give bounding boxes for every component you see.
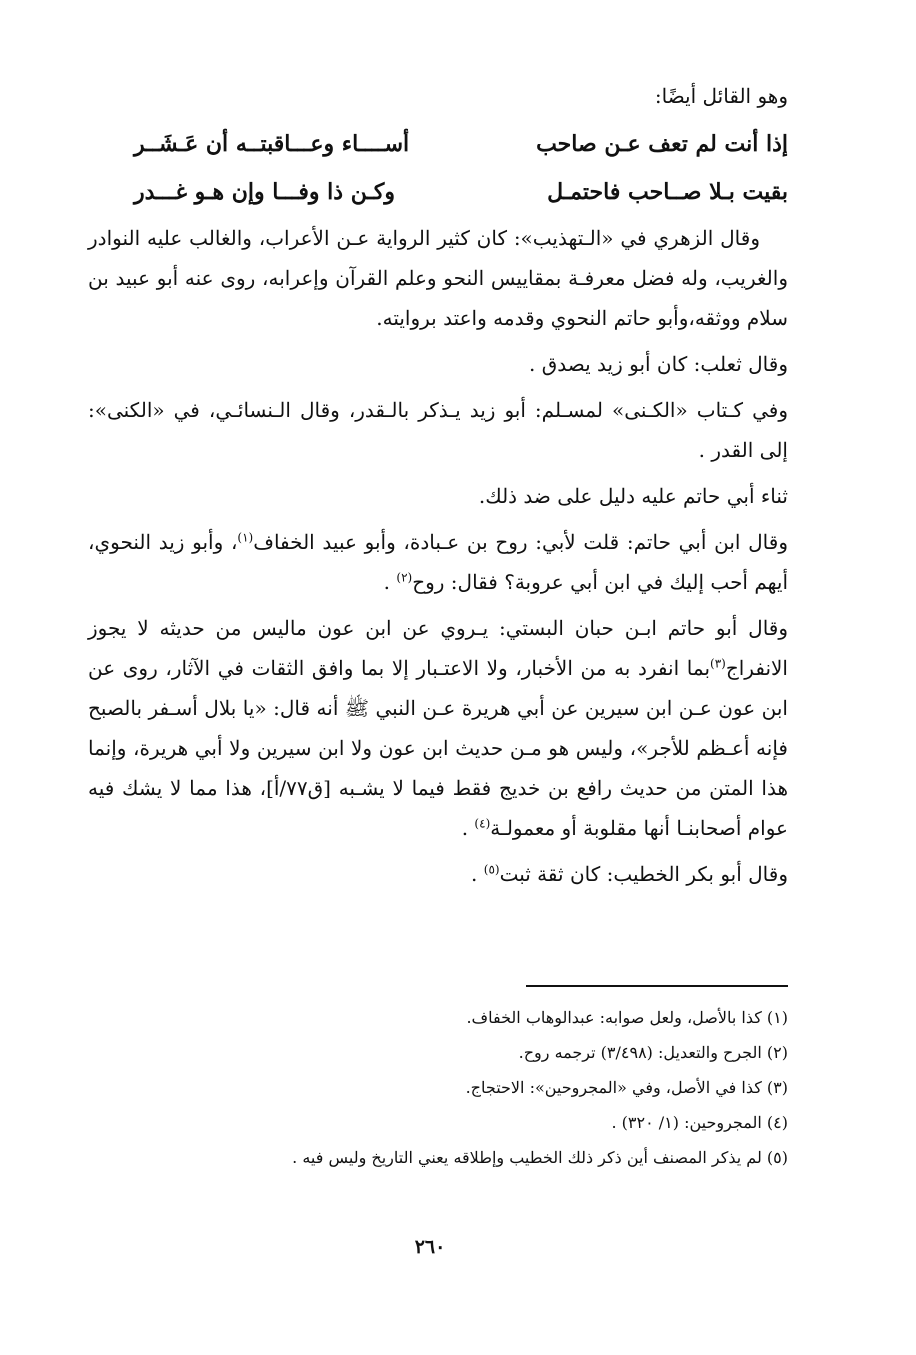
verse-1-second-hemistich: أســــاء وعـــاقبتــه أن عَـشَــر (134, 131, 410, 157)
footnote-2: (٢) الجرح والتعديل: (٣/٤٩٨) ترجمه روح. (518, 1043, 788, 1062)
paragraph-zuhri: وقال الزهري في «الـتهذيب»: كان كثير الرواية عـن الأعراب، والغالب عليه النوادر والغريب، وله فضل معرفـة بمقاييس النحو وعلم القرآن وإعرابه، روى عنه أبو عبيد بن سلام ووثقه،وأبو حاتم النحوي وقدمه واعتد بروايته. (88, 226, 788, 330)
footnotes (120, 1000, 788, 1175)
paragraph-khatib-part-b: . (471, 862, 484, 886)
paragraph-ibn-abi-hatim (88, 522, 788, 602)
main-text (88, 78, 788, 900)
footnote-ref-2[interactable]: (٢) (396, 570, 413, 585)
verse-2-second-hemistich: وكـن ذا وفـــا وإن هـو غـــدر (134, 179, 395, 205)
footnote-ref-1[interactable]: (١) (237, 530, 254, 545)
paragraph-abi-hatim-praise: ثناء أبي حاتم عليه دليل على ضد ذلك. (478, 484, 788, 508)
intro-line: وهو القائل أيضًا: (654, 84, 788, 108)
verse-1-first-hemistich: إذا أنت لم تعف عـن صاحب (536, 131, 788, 157)
paragraph-kuna: وفي كـتاب «الكـنى» لمسـلم: أبو زيد يـذكر بالـقدر، وقال الـنسائـي، في «الكنى»: إلى القدر . (88, 398, 788, 462)
footnote-separator (526, 985, 788, 987)
footnote-1: (١) كذا بالأصل، ولعل صوابه: عبدالوهاب الخفاف. (466, 1008, 788, 1027)
paragraph-khatib (88, 854, 788, 894)
footnote-ref-5[interactable]: (٥) (483, 862, 500, 877)
paragraph-ibn-abi-hatim-part-a: وقال ابن أبي حاتم: قلت لأبي: روح بن عـبادة، وأبو عبيد الخفاف (253, 530, 788, 554)
paragraph-ibn-hibban-part-a: وقال أبو حاتم ابـن حبان البستي: يـروي عن ابن عون ماليس من حديثه لا يجوز الانفراج (88, 616, 788, 680)
page-number: ٢٦٠ (414, 1236, 446, 1258)
paragraph-ibn-hibban-part-b: بما انفرد به من الأخبار، ولا الاعتـبار إلا بما وافق الثقات في الآثار، روى عن ابن عون عـن ابن سيرين عن أبي هريرة عـن النبي ﷺ أنه قال: «يا بلال أسـفر بالصبح فإنه أعـظم للأجر»، وليس هو مـن حديث ابن عون ولا ابن سيرين ولا أبي هريرة، وإنما هذا المتن من حديث رافع بن خديج فقط فيما لا يشـبه [ق٧٧/أ]، هذا مما لا يشك فيه عوام أصحابنـا أنها مقلوبة أو معمولـة (88, 656, 788, 840)
verse-2-first-hemistich: بقيت بـلا صــاحب فاحتمـل (547, 179, 788, 205)
verse-row-1 (88, 120, 788, 168)
paragraph-ibn-abi-hatim-part-c: . (383, 570, 397, 594)
paragraph-khatib-part-a: وقال أبو بكر الخطيب: كان ثقة ثبت (499, 862, 788, 886)
paragraph-ibn-hibban-part-c: . (461, 816, 475, 840)
footnote-ref-4[interactable]: (٤) (474, 816, 491, 831)
paragraph-ibn-abi-hatim-part-b: ، وأبو زيد النحوي، أيهم أحب إليك في ابن أبي عروبة؟ فقال: روح (88, 530, 788, 594)
paragraph-thalab: وقال ثعلب: كان أبو زيد يصدق . (529, 352, 788, 376)
footnote-ref-3[interactable]: (٣) (710, 656, 726, 671)
paragraph-ibn-hibban (88, 608, 788, 848)
footnote-3: (٣) كذا في الأصل، وفي «المجروحين»: الاحتجاج. (465, 1078, 788, 1097)
verse-row-2 (88, 168, 788, 216)
footnote-4: (٤) المجروحين: (١/ ٣٢٠) . (611, 1113, 788, 1132)
footnote-5: (٥) لم يذكر المصنف أين ذكر ذلك الخطيب وإطلاقه يعني التاريخ وليس فيه . (292, 1148, 788, 1167)
